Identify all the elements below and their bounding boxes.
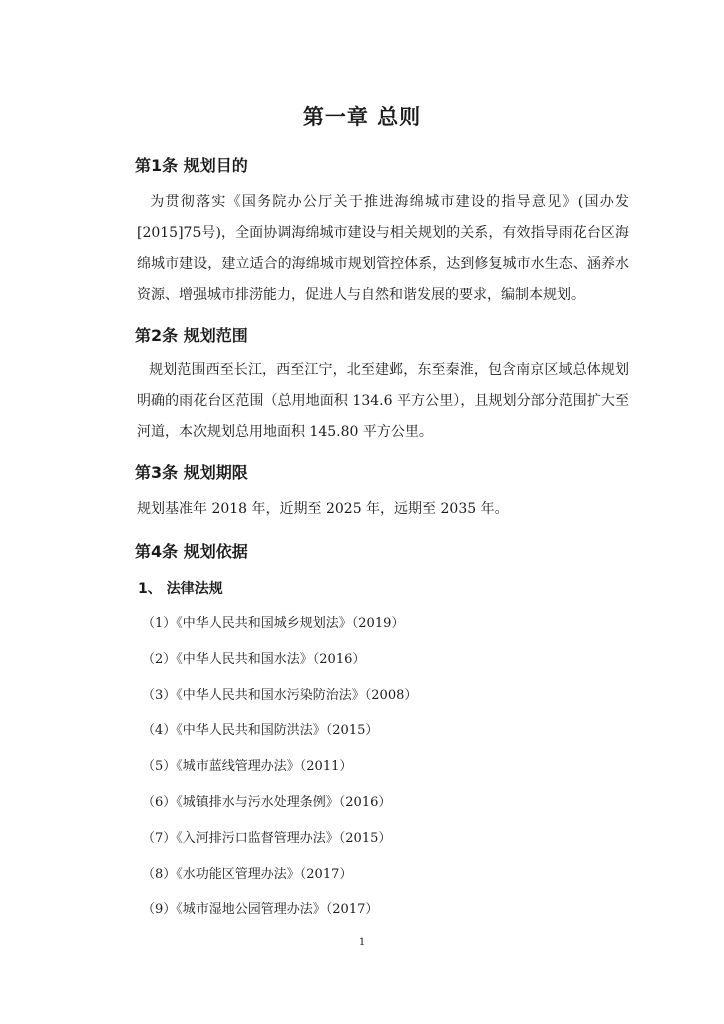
list-item: （7）《入河排污口监督管理办法》（2015） — [142, 830, 392, 846]
chapter-title: 第一章 总则 — [302, 105, 422, 129]
list-item: （2）《中华人民共和国水法》（2016） — [142, 651, 366, 667]
list-item: （8）《水功能区管理办法》（2017） — [142, 866, 353, 882]
list-item: （3）《中华人民共和国水污染防治法》（2008） — [142, 687, 418, 703]
subheading-laws: 1、 法律法规 — [138, 581, 223, 597]
list-item: （1）《中华人民共和国城乡规划法》（2019） — [142, 616, 405, 631]
section-heading-period: 第3条 规划期限 — [135, 463, 248, 482]
section-heading-scope: 第2条 规划范围 — [135, 326, 248, 345]
page-number: 1 — [358, 937, 366, 948]
list-item: （6）《城镇排水与污水处理条例》（2016） — [142, 794, 392, 810]
section-paragraph-purpose: 为贯彻落实《国务院办公厅关于推进海绵城市建设的指导意见》(国办发[2015]75号)，全面协调海绵城市建设与相关规划的关系，有效指导雨花台区海绵城市建设，建立适合的海绵城市规划管控体系，达到修复城市水生态、涵养水资源、增强城市排涝能力，促进人与自然和谐发展的要求，编制本规划。 — [137, 194, 629, 303]
list-item: （9）《城市湿地公园管理办法》（2017） — [142, 902, 379, 918]
law-list — [142, 612, 417, 934]
list-item: （4）《中华人民共和国防洪法》（2015） — [142, 723, 379, 739]
section-heading-purpose: 第1条 规划目的 — [135, 156, 248, 175]
section-paragraph-period: 规划基准年 2018 年，近期至 2025 年，远期至 2035 年。 — [137, 501, 509, 517]
list-item: （5）《城市蓝线管理办法》（2011） — [142, 759, 353, 775]
section-heading-basis: 第4条 规划依据 — [135, 542, 248, 561]
section-paragraph-scope: 规划范围西至长江，西至江宁，北至建邺，东至秦淮，包含南京区域总体规划明确的雨花台区范围（总用地面积 134.6 平方公里），且规划分部分范围扩大至河道，本次规划总用地面积 145.80 平方公里。 — [137, 362, 629, 440]
